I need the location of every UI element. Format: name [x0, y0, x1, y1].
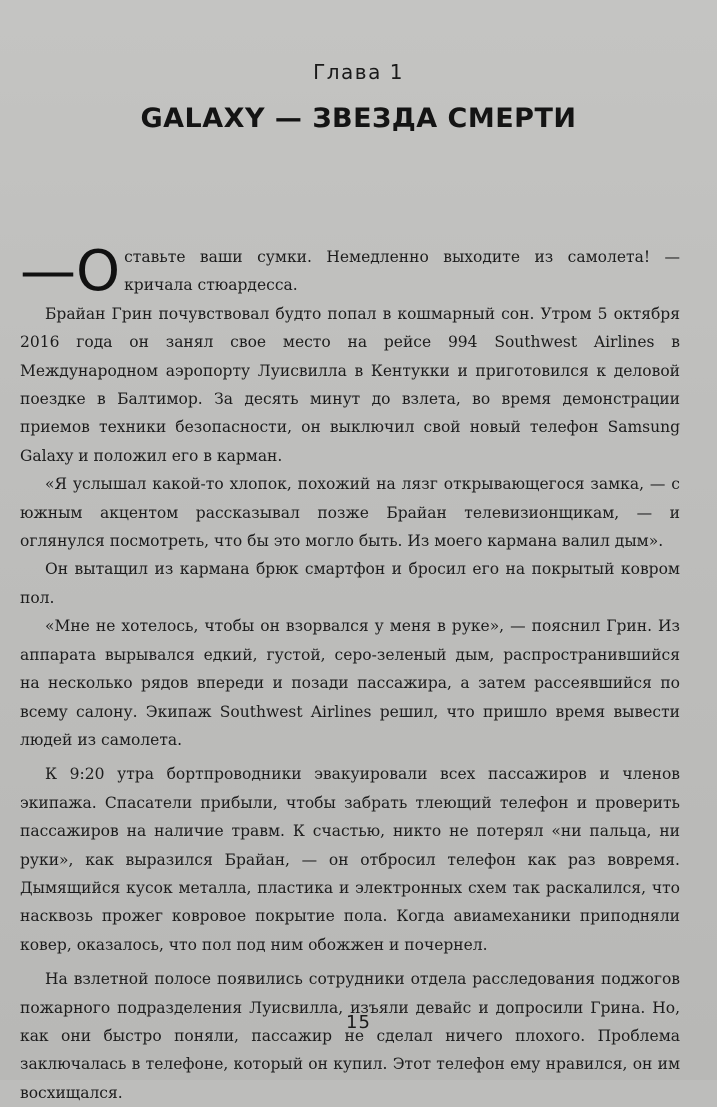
chapter-title: GALAXY — ЗВЕЗДА СМЕРТИ: [140, 103, 577, 134]
page-number: 15: [346, 1012, 371, 1033]
paragraph: [20, 239, 680, 304]
drop-cap: —О: [20, 239, 121, 304]
paragraph: Брайан Грин почувствовал будто попал в кошмарный сон. Утром 5 октября 2016 года он занял свое место на рейсе 994 Southwest Airlines в Международном аэропорту Луисвилла в Кентукки и приготовился к деловой поездке в Балтимор. За десять минут до взлета, во время демонстрации приемов техники безопасности, он выключил свой новый телефон Samsung Galaxy и положил его в карман.: [20, 304, 680, 465]
body-text: [20, 239, 680, 1107]
paragraph: «Я услышал какой-то хлопок, похожий на лязг открывающегося замка, — с южным акцентом рассказывал позже Брайан телевизионщикам, — и оглянулся посмотреть, что бы это могло быть. Из моего кармана валил дым».: [20, 475, 680, 551]
chapter-label: Глава 1: [313, 60, 404, 84]
paragraph: Он вытащил из кармана брюк смартфон и бросил его на покрытый ковром пол.: [20, 560, 680, 607]
paragraph: «Мне не хотелось, чтобы он взорвался у меня в руке», — пояснил Грин. Из аппарата вырывался едкий, густой, серо-зеленый дым, распространившийся на несколько рядов впереди и позади пассажира, а затем рассеявшийся по всему салону. Экипаж Southwest Airlines решил, что пришло время вывести людей из самолета.: [20, 617, 680, 749]
paragraph: К 9:20 утра бортпроводники эвакуировали всех пассажиров и членов экипажа. Спасатели прибыли, чтобы забрать тлеющий телефон и проверить пассажиров на наличие травм. К счастью, никто не потерял «ни пальца, ни руки», как выразился Брайан, — он отбросил телефон как раз вовремя. Дымящийся кусок металла, пластика и электронных схем так раскалился, что насквозь прожег ковровое покрытие пола. Когда авиамеханики приподняли ковер, оказалось, что пол под ним обожжен и почернел.: [20, 765, 680, 954]
paragraph-text: ставьте ваши сумки. Немедленно выходите из самолета! — кричала стюардесса.: [124, 248, 680, 295]
paragraph: На взлетной полосе появились сотрудники отдела расследования поджогов пожарного подразделения Луисвилла, изъяли девайс и допросили Грина. Но, как они быстро поняли, пассажир не сделал ничего плохого. Проблема заключалась в телефоне, который он купил. Этот телефон ему нравился, он им восхищался.: [20, 970, 680, 1102]
